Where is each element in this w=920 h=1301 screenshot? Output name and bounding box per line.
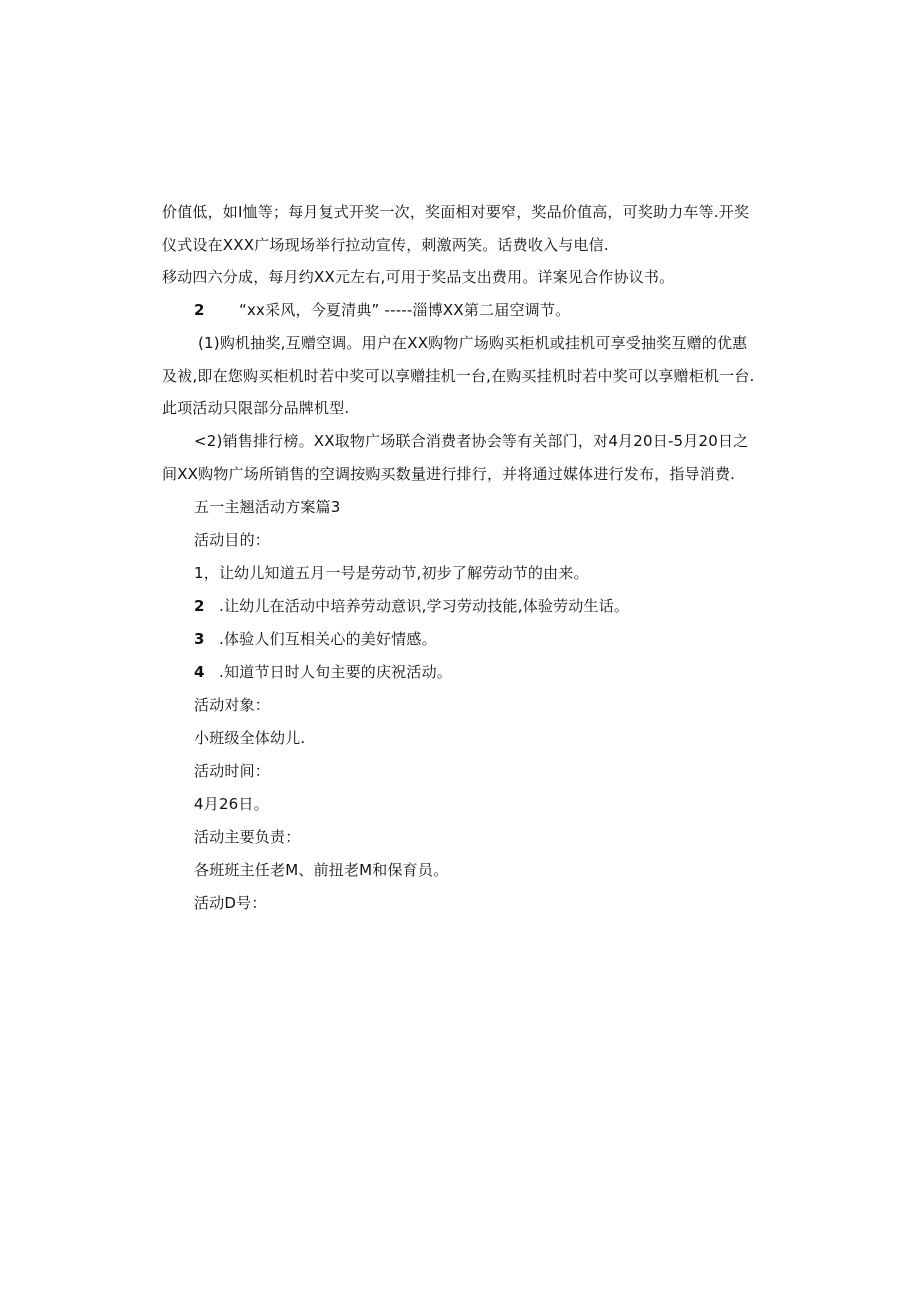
paragraph-line: 仪式设在XXX广场现场举行拉动宣传，刺激两笑。话费收入与电信.	[162, 236, 609, 254]
label-activity-slogan: 活动D号：	[194, 894, 267, 912]
list-item: .体验人们互相关心的美好情感。	[219, 630, 437, 648]
paragraph-line: (1)购机抽奖,互赠空调。用户在XX购物广场购买柜机或挂机可享受抽奖互赠的优惠	[198, 334, 748, 352]
list-number: 3	[194, 630, 205, 648]
paragraph-line: 移动四六分成，每月约XX元左右,可用于奖品支出费用。详案见合作协议书。	[162, 268, 675, 286]
list-item: .让幼儿在活动中培养劳动意识,学习劳动技能,体验劳动生话。	[219, 597, 630, 615]
list-number: 2	[194, 597, 205, 615]
paragraph-line: 价值低，如I恤等；每月复式开奖一次，奖面相对要窄，奖品价值高，可奖助力车等.开奖	[162, 203, 750, 221]
section-title: 五一主翘活动方案篇3	[194, 498, 341, 516]
paragraph-line: 此项活动只限部分品牌机型.	[162, 399, 350, 417]
paragraph-line: 间XX购物广场所销售的空调按购买数量进行排行，并将通过媒体进行发布，指导消费.	[162, 465, 736, 483]
value-activity-time: 4月26日。	[194, 795, 269, 813]
label-activity-goal: 活动目的：	[194, 531, 271, 549]
label-activity-responsible: 活动主要负责：	[194, 828, 301, 846]
list-number: 4	[194, 663, 205, 681]
label-activity-target: 活动对象：	[194, 696, 271, 714]
list-item: 1，让幼儿知道五月一号是劳动节,初步了解劳动节的由来。	[194, 564, 589, 582]
list-number: 2	[194, 301, 205, 319]
value-activity-responsible: 各班班主任老M、前扭老M和保育员。	[194, 861, 449, 879]
label-activity-time: 活动时间：	[194, 762, 271, 780]
list-item: .知道节日时人旬主要的庆祝活动。	[219, 663, 452, 681]
section-heading-air-conditioner-festival: “xx采风，今夏清典” -----淄博XX第二届空调节。	[239, 301, 571, 319]
value-activity-target: 小班级全体幼儿.	[194, 729, 306, 747]
paragraph-line: 及袚,即在您购买柜机时若中奖可以享赠挂机一台,在购买挂机时若中奖可以享赠柜机一台.	[162, 367, 755, 385]
paragraph-line: <2)销售排行榜。XX取物广场联合消费者协会等有关部门，对4月20日-5月20日之	[194, 432, 749, 450]
